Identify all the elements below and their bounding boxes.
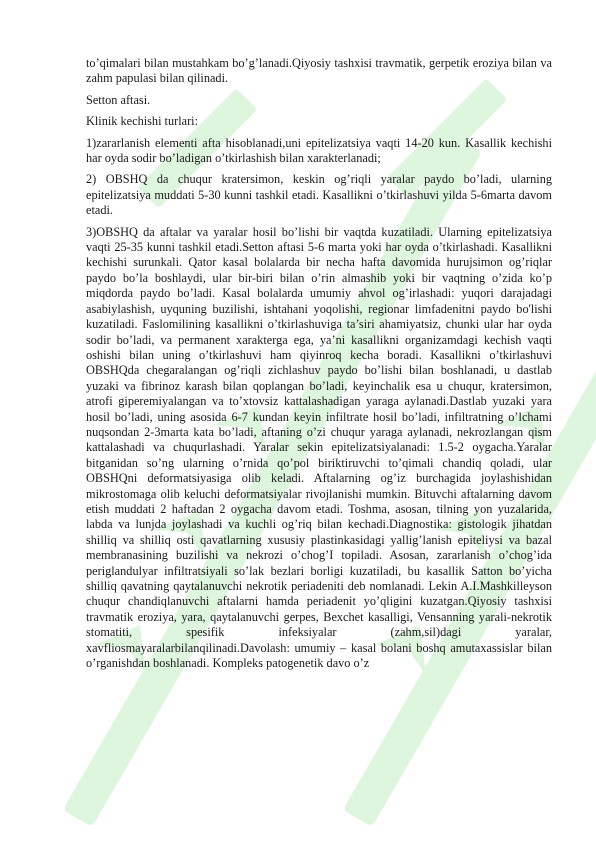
paragraph-2: Setton aftasi. (86, 92, 151, 107)
paragraph-3: Klinik kechishi turlari: (86, 114, 199, 129)
document-body (86, 56, 552, 677)
paragraph-6: 3)OBSHQ da aftalar va yaralar hosil bo’lishi bir vaqtda kuzatiladi. Ularning epitelizatsiya vaqti 25-35 kunni tashkil etadi.Setton aftasi 5-6 marta yoki har oyda o’tkirlashadi. Kasallikni kechishi surunkali. Qator kasal bolalarda bir necha hafta davomida hurujsimon og’riqlar paydo bo’la boshlaydi, ular bir-biri bilan o’rin almashib yoki bir vaqtning o’zida ko’p miqdorda paydo bo’ladi. Kasal bolalarda umumiy ahvol og’irlashadi: yuqori darajadagi asabiylashish, uyquning buzilishi, ishtahani yoqolishi, regionar limfadenitni paydo bo'lishi kuzatiladi. Faslomilining kasallikni o’tkirlashuviga ta’siri ahamiyatsiz, chunki ular har oyda sodir bo’ladi, va permanent xarakterga ega, ya’ni kasallikni organizamdagi kechish vaqti oshishi bilan uning o’tkirlashuvi ham qiyinroq kecha boradi. Kasallikni o’tkirlashuvi OBSHQda chegaralangan og’riqli zichlashuv paydo bo’lishi bilan boshlanadi, u dastlab yuzaki va fibrinoz karash bilan qoplangan bo’ladi, keyinchalik esa u chuqur, kratersimon, atrofi giperemiyalangan va to’xtovsiz kattalashadigan yaraga aylanadi.Dastlab yuzaki yara hosil bo’ladi, uning asosida 6-7 kundan keyin infiltrate hosil bo’ladi, infiltratning o’lchami nuqsondan 2-3marta kata bo’ladi, aftaning o’zi chuqur yaraga aylanadi, nekrozlangan qism kattalashadi va chuqurlashadi. Yaralar sekin epitelizatsiyalanadi: 1.5-2 oygacha.Yaralar bitganidan so’ng ularning o’rnida qo’pol biriktiruvchi to’qimali chandiq qoladi, ular OBSHQni deformatsiyasiga olib keladi. Aftalarning og’iz burchagida joylashishidan mikrostomaga olib keluchi deformatsiyalar rivojlanishi mumkin. Bituvchi aftalarning davom etish muddati 2 haftadan 2 oygacha davom etadi. Toshma, asosan, tilning yon yuzalarida, labda va lunjda joylashadi va kuchli og’riq bilan kechadi.Diagnostika: gistologik jihatdan shilliq va shilliq osti qavatlarning xususiy plastinkasidagi yallig’lanish epiteliysi va bazal membranasining buzilishi va nekrozi o’chog’I topiladi. Asosan, zararlanish o’chog’ida periglandulyar infiltratsiyali so’lak bezlari borligi kuzatiladi, bu kasallik Satton bo’yicha shilliq qavatning qaytalanuvchi nekrotik periadeniti deb nomlanadi. Lekin A.I.Mashkilleyson chuqur chandiqlanuvchi aftalarni hamda periadenit yo’qligini kuzatgan.Qiyosiy tashxisi travmatik eroziya, yara, qaytalanuvchi gerpes, Bexchet kasalligi, Vensanning yarali-nekrotik stomatiti, spesifik infeksiyalar (zahm,sil)dagi yaralar, xavfliosmayaralarbilanqilinadi.Davolash: umumiy – kasal bolani boshq amutaxassislar bilan o’rganishdan boshlanadi. Kompleks patogenetik davo o’z (86, 224, 552, 671)
paragraph-1: to’qimalari bilan mustahkam bo’g’lanadi.Qiyosiy tashxisi travmatik, gerpetik eroziya bilan va zahm papulasi bilan qilinadi. (86, 56, 552, 86)
paragraph-4: 1)zararlanish elementi afta hisoblanadi,uni epitelizatsiya vaqti 14-20 kun. Kasallik kechishi har oyda sodir bo’ladigan o’tkirlashish bilan xarakterlanadi; (86, 135, 552, 166)
paragraph-5: 2) OBSHQ da chuqur kratersimon, keskin og’riqli yaralar paydo bo’ladi, ularning epitelizatsiya muddati 5-30 kunni tashkil etadi. Kasallikni o’tkirlashuvi yilda 5-6marta davom etadi. (86, 172, 552, 218)
